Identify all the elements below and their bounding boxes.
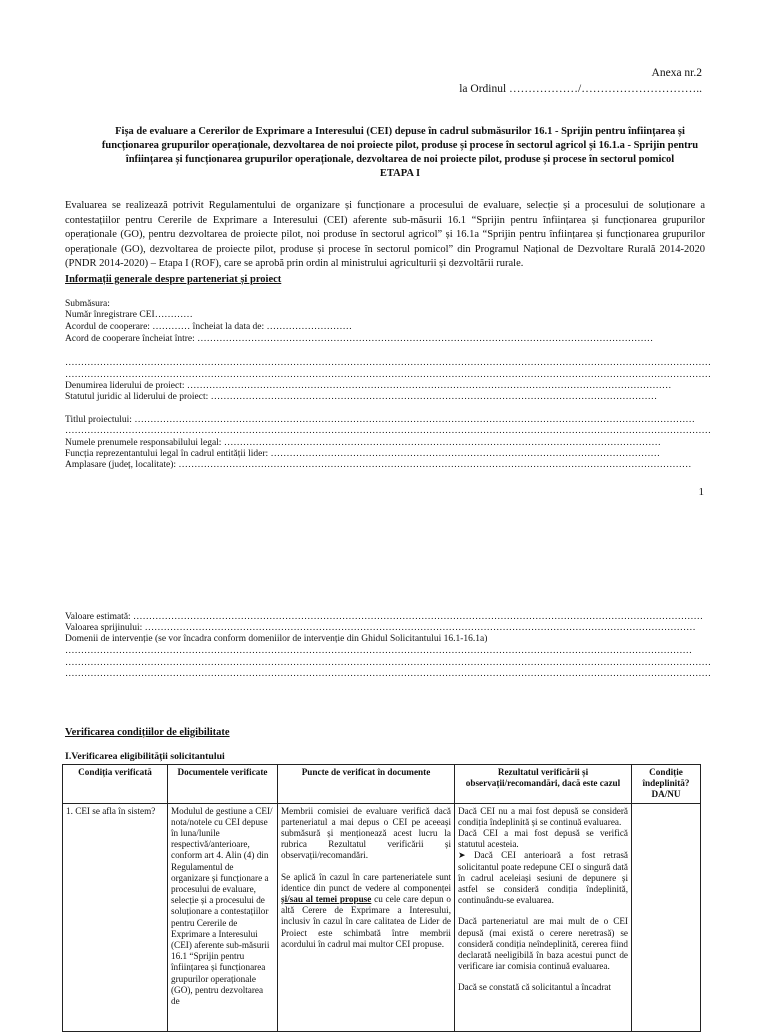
- field-dotted-line: ……………………………………………………………………………………………………………………………………………………………………………………: [65, 658, 711, 668]
- column-header: Rezultatul verificării și observații/recomandări, dacă este cazul: [455, 765, 632, 804]
- result-content: [458, 806, 628, 1029]
- field-valoarea-sprijinului: Valoarea sprijinului: …………………………………………………………………………………………………………………………………………………………: [65, 623, 696, 633]
- title-text: Fișa de evaluare a Cererilor de Exprimare a Interesului (CEI) depuse în cadrul submăsurilor 16.1 - Sprijin pentru înființarea și funcționarea grupurilor operaționale, dezvoltarea de noi proiecte pilot, produse și procese în sectorul agricol și 16.1.a - Sprijin pentru înființarea și funcționarea grupurilor operaționale, dezvoltarea de noi proiecte pilot, produse și procese în sectorul pomicol: [101, 126, 699, 165]
- field-responsabil-legal: Numele prenumele responsabilului legal: …………………………………………………………………………………………………………………………: [65, 438, 661, 448]
- points-content: [281, 806, 451, 1029]
- field-submasura: Submăsura:: [65, 299, 110, 309]
- field-dotted-line: ……………………………………………………………………………………………………………………………………………………………………………………: [65, 669, 711, 679]
- eligibility-table: [62, 764, 701, 1032]
- field-acord-cooperare: Acordul de cooperare: ………… încheiat la data de: ………………………: [65, 322, 353, 332]
- eligibility-heading: Verificarea condițiilor de eligibilitate: [65, 727, 230, 738]
- column-header: Documentele verificate: [168, 765, 278, 804]
- points-cell: [278, 803, 455, 1031]
- field-domenii-interventie: Domenii de intervenție (se vor încadra conform domeniilor de intervenție din Ghidul Solicitantului 16.1-16.1a): [65, 634, 488, 644]
- column-header: Condiție îndeplinită? DA/NU: [632, 765, 701, 804]
- result-paragraph: Dacă CEI a mai fost depusă se verifică statutul acesteia.: [458, 828, 628, 850]
- field-titlul-proiectului: Titlul proiectului: ……………………………………………………………………………………………………………………………………………………………: [65, 415, 695, 425]
- result-paragraph: Dacă CEI nu a mai fost depusă se consideră condiția îndeplinită și se continuă evaluarea.: [458, 805, 628, 827]
- column-header: Condiția verificată: [63, 765, 168, 804]
- document-title: [95, 125, 705, 181]
- field-dotted-line: ……………………………………………………………………………………………………………………………………………………………………………………: [65, 370, 711, 380]
- field-functia-reprezentant: Funcția reprezentantului legal în cadrul entității lider: ……………………………………………………………………………………………………………: [65, 449, 660, 459]
- fulfilled-cell: [632, 803, 701, 1031]
- result-paragraph: ➤ Dacă CEI anterioară a fost retrasă solicitantul poate redepune CEI o singură dată în cadrul aceleiași sesiuni de depunere și astfel se consideră condiția îndeplinită, continuându-se evaluarea.: [458, 850, 628, 906]
- field-statut-juridic: Statutul juridic al liderului de proiect: ……………………………………………………………………………………………………………………………: [65, 392, 658, 402]
- condition-text: 1. CEI se afla în sistem?: [66, 805, 156, 816]
- eligibility-subheading: I.Verificarea eligibilității solicitantului: [65, 751, 225, 762]
- field-dotted-line: ………………………………………………………………………………………………………………………………………………………………………………: [65, 646, 692, 656]
- points-paragraph: Membrii comisiei de evaluare verifică dacă parteneriatul a mai depus o CEI pe aceeași submăsură și menționează acest lucru la rubrica Rezultatul verificării și observații/recomandări.: [281, 805, 451, 861]
- points-text: cu cele care depun o altă Cerere de Exprimare a Interesului, inclusiv în cazul în care calitatea de Lider de Proiect este schimbată între membrii acordului în cadrul mai multor CEI propuse.: [281, 894, 451, 949]
- annex-number: Anexa nr.2: [651, 67, 702, 79]
- general-info-heading: Informații generale despre parteneriat și proiect: [65, 274, 282, 285]
- points-emphasis: și/sau al temei propuse: [281, 894, 372, 905]
- field-valoare-estimata: Valoare estimată: ………………………………………………………………………………………………………………………………………………………………: [65, 612, 704, 622]
- result-paragraph: Dacă se constată că solicitantul a încadrat: [458, 982, 612, 993]
- page-number: 1: [698, 486, 704, 498]
- table-header-row: [63, 765, 701, 804]
- condition-cell: [63, 803, 168, 1031]
- stage-label: ETAPA I: [379, 168, 421, 179]
- points-paragraph: [281, 872, 451, 950]
- field-numar-inregistrare: Număr înregistrare CEI…………: [65, 310, 193, 320]
- table-row: [63, 803, 701, 1031]
- field-dotted-line: ……………………………………………………………………………………………………………………………………………………………………………………: [65, 358, 711, 368]
- field-denumire-lider: Denumirea liderului de proiect: ………………………………………………………………………………………………………………………………………: [65, 381, 672, 391]
- column-header: Puncte de verificat în documente: [278, 765, 455, 804]
- result-paragraph: Dacă parteneriatul are mai mult de o CEI depusă (mai există o cerere neretrasă) se consideră condiția neîndeplinită, cererea fiind declarată neeligibilă în baza acestui punct de verificare iar comisia continuă evaluarea.: [458, 916, 628, 972]
- points-text: Se aplică în cazul în care parteneriatele sunt identice din punct de vedere al componenței: [281, 871, 451, 893]
- order-reference: la Ordinul ………………/…………………………..: [459, 83, 702, 95]
- documents-text: Modulul de gestiune a CEI/ nota/notele cu CEI depuse în luna/lunile respectivă/anterioare, conform art 4. Alin (4) din Regulamentul de organizare și funcționare a procesului de evaluare, selecție și a procesului de soluționare a contestațiilor pentru Cererile de Exprimare a Interesului (CEI) aferente sub-măsurii 16.1 “Sprijin pentru înființarea și funcționarea grupurilor operaționale (GO), pentru dezvoltarea de: [171, 805, 273, 1007]
- result-cell: [455, 803, 632, 1031]
- field-acord-intre: Acord de cooperare încheiat între: ………………………………………………………………………………………………………………………………: [65, 334, 654, 344]
- intro-paragraph: Evaluarea se realizează potrivit Regulamentului de organizare și funcționare a procesului de evaluare, selecție și a procesului de soluționare a contestațiilor pentru Cererile de Exprimare a Interesului (CEI) aferente sub-măsurii 16.1 “Sprijin pentru înființarea și funcționarea grupurilor operaționale (GO), pentru dezvoltarea de proiecte pilot, noi produse în sectorul agricol” și 16.1a “Sprijin pentru înființarea și funcționarea grupurilor operaționale (GO), dezvoltarea de proiecte pilot, produse și procese în sectorul pomicol” din Programul Național de Dezvoltare Rurală 2014-2020 (PNDR 2014-2020) – Etapa I (ROF), care se aprobă prin ordin al ministrului agriculturii și dezvoltării rurale.: [65, 200, 705, 269]
- field-dotted-line: ……………………………………………………………………………………………………………………………………………………………………………………: [65, 426, 711, 436]
- documents-cell: [168, 803, 278, 1031]
- field-amplasare: Amplasare (județ, localitate): ………………………………………………………………………………………………………………………………………………: [65, 460, 692, 470]
